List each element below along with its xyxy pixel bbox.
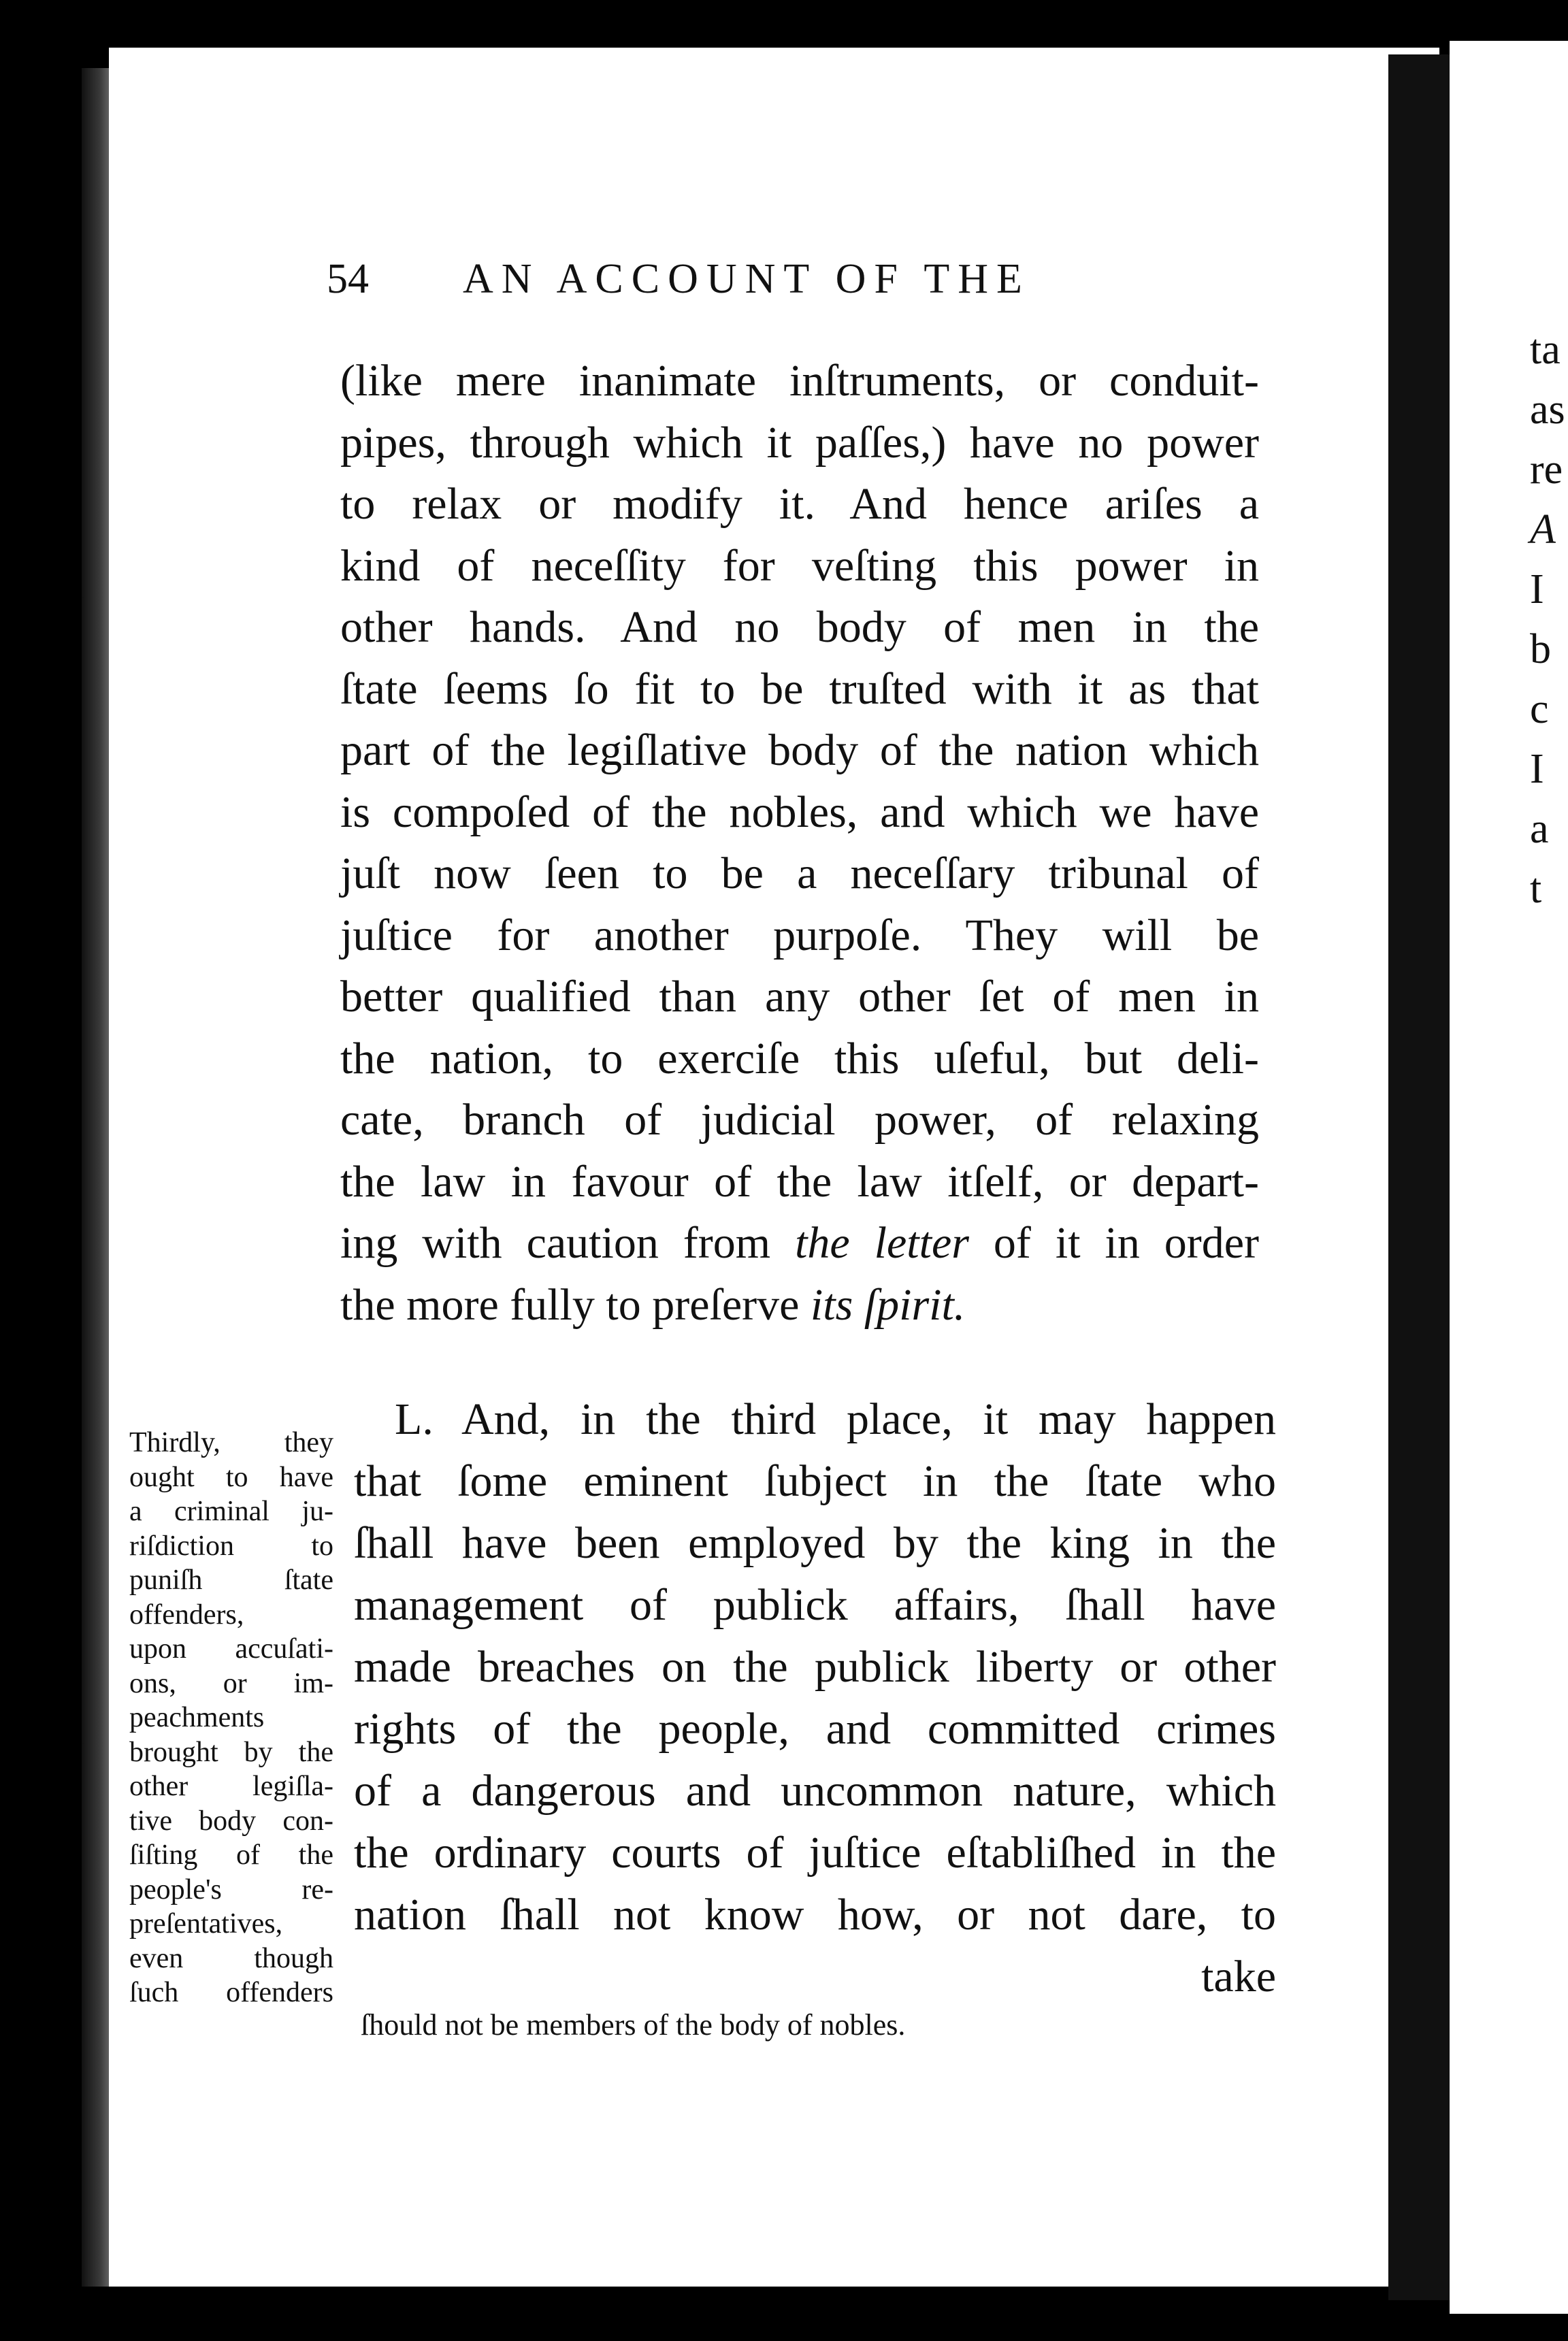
fragment: I — [1530, 746, 1544, 792]
italic-phrase: the letter — [795, 1218, 969, 1268]
note-line: even though — [129, 1942, 333, 1974]
note-line: upon accuſati- — [129, 1633, 333, 1665]
note-line: preſentatives, — [129, 1908, 283, 1939]
catchword: take — [1201, 1952, 1276, 2001]
text-line — [340, 1213, 1259, 1275]
text-line: juſt now ſeen to be a neceſſary tribunal of — [340, 849, 1259, 898]
fragment: I — [1530, 566, 1544, 612]
note-line: Thirdly, they — [129, 1427, 333, 1458]
text-line: better qualified than any other ſet of men in — [340, 972, 1259, 1021]
text-line: pipes, through which it paſſes,) have no power — [340, 417, 1259, 468]
text-line: cate, branch of judicial power, of relaxing — [340, 1095, 1259, 1145]
margin-note — [129, 1426, 333, 2010]
note-line: puniſh ſtate — [129, 1565, 333, 1596]
note-line: ought to have — [129, 1461, 333, 1493]
running-head: AN ACCOUNT OF THE — [463, 256, 1030, 302]
text-line: kind of neceſſity for veſting this power in — [340, 540, 1259, 591]
note-line: peachments — [129, 1702, 265, 1733]
text-segment: of it in order — [993, 1218, 1260, 1268]
text-line — [340, 1275, 1259, 1337]
body-paragraph — [340, 350, 1259, 1336]
note-line: riſdiction to — [129, 1530, 333, 1562]
text-segment: the more fully to preſerve — [340, 1279, 800, 1330]
fragment: ta — [1530, 327, 1561, 373]
book-spine — [1388, 54, 1450, 2300]
page-number: 54 — [327, 256, 369, 302]
margin-note-continuation: ſhould not be members of the body of nobles. — [361, 2008, 906, 2042]
text-line: L. And, in the third place, it may happen — [395, 1394, 1276, 1444]
text-line: management of publick affairs, ſhall have — [354, 1580, 1276, 1630]
note-line: people's re- — [129, 1873, 333, 1905]
text-segment: ing with caution from — [340, 1218, 771, 1268]
note-line: tive body con- — [129, 1805, 333, 1837]
text-line: the ordinary courts of juſtice eſtabliſhed in the — [354, 1828, 1276, 1878]
note-line: ſuch offenders — [129, 1977, 333, 2008]
note-line: brought by the — [129, 1736, 333, 1768]
text-line: to relax or modify it. And hence ariſes a — [340, 479, 1259, 529]
text-line: is compoſed of the nobles, and which we have — [340, 787, 1259, 837]
text-line: nation ſhall not know how, or not dare, to — [354, 1890, 1276, 1939]
fragment: c — [1530, 686, 1549, 732]
text-line: that ſome eminent ſubject in the ſtate who — [354, 1456, 1276, 1506]
fragment: t — [1530, 866, 1542, 912]
text-line: the law in favour of the law itſelf, or depart- — [340, 1156, 1259, 1207]
page-header — [327, 255, 1137, 316]
note-line: ons, or im- — [129, 1667, 333, 1699]
note-line: a criminal ju- — [129, 1496, 333, 1527]
fragment: A — [1530, 506, 1556, 553]
text-line: part of the legiſlative body of the nation which — [340, 725, 1259, 775]
facing-page-fragments — [1530, 320, 1565, 919]
text-line: ſhall have been employed by the king in the — [354, 1518, 1276, 1568]
text-line: ſtate ſeems ſo fit to be truſted with it as that — [340, 664, 1259, 714]
note-line: offenders, — [129, 1599, 244, 1631]
fragment: as — [1530, 387, 1565, 433]
fragment: b — [1530, 626, 1551, 672]
text-line: other hands. And no body of men in the — [340, 602, 1259, 652]
text-line: rights of the people, and committed crimes — [354, 1704, 1276, 1754]
text-line: the nation, to exerciſe this uſeful, but deli- — [340, 1033, 1259, 1083]
text-line: juſtice for another purpoſe. They will be — [340, 910, 1259, 960]
note-line: other legiſla- — [129, 1771, 333, 1802]
text-line: made breaches on the publick liberty or other — [354, 1642, 1276, 1692]
fragment: a — [1530, 806, 1549, 852]
text-line: (like mere inanimate inſtruments, or conduit- — [340, 356, 1259, 406]
text-line: of a dangerous and uncommon nature, which — [354, 1766, 1276, 1816]
italic-phrase: its ſpirit. — [810, 1279, 966, 1330]
section-paragraph — [354, 1388, 1276, 2008]
fragment: re — [1530, 446, 1563, 493]
note-line: ſiſting of the — [129, 1839, 333, 1871]
